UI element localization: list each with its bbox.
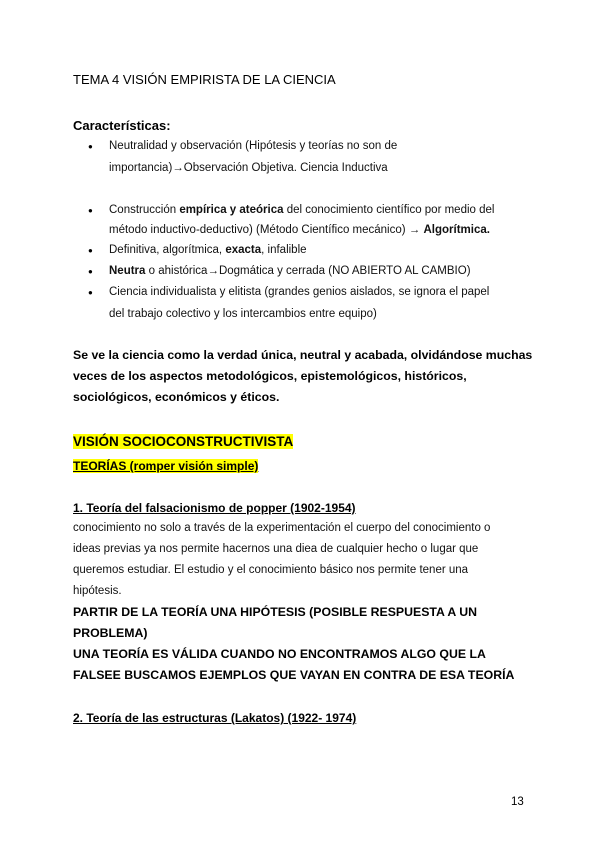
text-segment: del conocimiento científico por medio del <box>283 204 495 216</box>
bullet-item-4-line-1 <box>109 265 471 277</box>
teoria-1-caps-line: PROBLEMA) <box>73 626 148 640</box>
bullet-item-2-line-2 <box>109 224 490 236</box>
bold-segment: Algorítmica. <box>423 224 490 236</box>
page-number: 13 <box>511 796 524 808</box>
text-segment: Definitiva, algorítmica, <box>109 244 226 256</box>
bullet-icon: ● <box>88 142 93 151</box>
teoria-1-body-line: ideas previas ya nos permite hacernos una diea de cualquier hecho o lugar que <box>73 543 479 555</box>
teoria-1-body-line: queremos estudiar. El estudio y el conocimiento básico nos permite tener una <box>73 564 469 576</box>
teoria-2-heading: 2. Teoría de las estructuras (Lakatos) (1922- 1974) <box>73 711 357 725</box>
text-segment: importancia)→Observación Objetiva. Ciencia Inductiva <box>109 162 388 174</box>
bullet-item-2-line-1 <box>109 204 494 216</box>
bullet-item-5-line-1 <box>109 286 489 298</box>
text-segment: del trabajo colectivo y los intercambios entre equipo) <box>109 308 377 320</box>
page-title: TEMA 4 VISIÓN EMPIRISTA DE LA CIENCIA <box>73 72 336 87</box>
bullet-item-5-line-2 <box>109 308 377 320</box>
bullet-item-1-line-2 <box>109 162 388 174</box>
bullet-icon: ● <box>88 288 93 297</box>
teoria-1-caps-line: FALSEE BUSCAMOS EJEMPLOS QUE VAYAN EN CONTRA DE ESA TEORÍA <box>73 668 515 682</box>
conclusion-line-2: veces de los aspectos metodológicos, epistemológicos, históricos, <box>73 369 467 383</box>
conclusion-line-1: Se ve la ciencia como la verdad única, neutral y acabada, olvidándose muchas <box>73 348 533 362</box>
teorias-heading <box>73 459 258 473</box>
text-segment: método inductivo-deductivo) (Método Científico mecánico) → <box>109 224 424 236</box>
text-segment: Construcción <box>109 204 180 216</box>
teoria-1-caps-line: PARTIR DE LA TEORÍA UNA HIPÓTESIS (POSIBLE RESPUESTA A UN <box>73 605 478 619</box>
text-segment: Neutralidad y observación (Hipótesis y teorías no son de <box>109 140 398 152</box>
teoria-1-caps-line: UNA TEORÍA ES VÁLIDA CUANDO NO ENCONTRAMOS ALGO QUE LA <box>73 647 486 661</box>
text-segment: , infalible <box>261 244 307 256</box>
bullet-icon: ● <box>88 206 93 215</box>
teoria-1-body-line: hipótesis. <box>73 585 122 597</box>
text-segment: o ahistórica→Dogmática y cerrada (NO ABIERTO AL CAMBIO) <box>145 265 471 277</box>
text-segment: Ciencia individualista y elitista (grandes genios aislados, se ignora el papel <box>109 286 490 298</box>
teoria-1-heading: 1. Teoría del falsacionismo de popper (1902-1954) <box>73 501 356 515</box>
bold-segment: empírica y ateórica <box>179 204 284 216</box>
vision-heading <box>73 434 293 449</box>
teorias-heading-text: TEORÍAS (romper visión simple) <box>73 459 259 473</box>
bullet-item-3-line-1 <box>109 244 307 256</box>
bullet-icon: ● <box>88 246 93 255</box>
caracteristicas-heading: Características: <box>73 118 171 133</box>
conclusion-line-3: sociológicos, económicos y éticos. <box>73 390 280 404</box>
vision-heading-text: VISIÓN SOCIOCONSTRUCTIVISTA <box>73 434 294 449</box>
bullet-icon: ● <box>88 267 93 276</box>
bullet-item-1-line-1 <box>109 140 397 152</box>
bold-segment: exacta <box>225 244 262 256</box>
bold-segment: Neutra <box>109 265 146 277</box>
teoria-1-body-line: conocimiento no solo a través de la experimentación el cuerpo del conocimiento o <box>73 522 491 534</box>
